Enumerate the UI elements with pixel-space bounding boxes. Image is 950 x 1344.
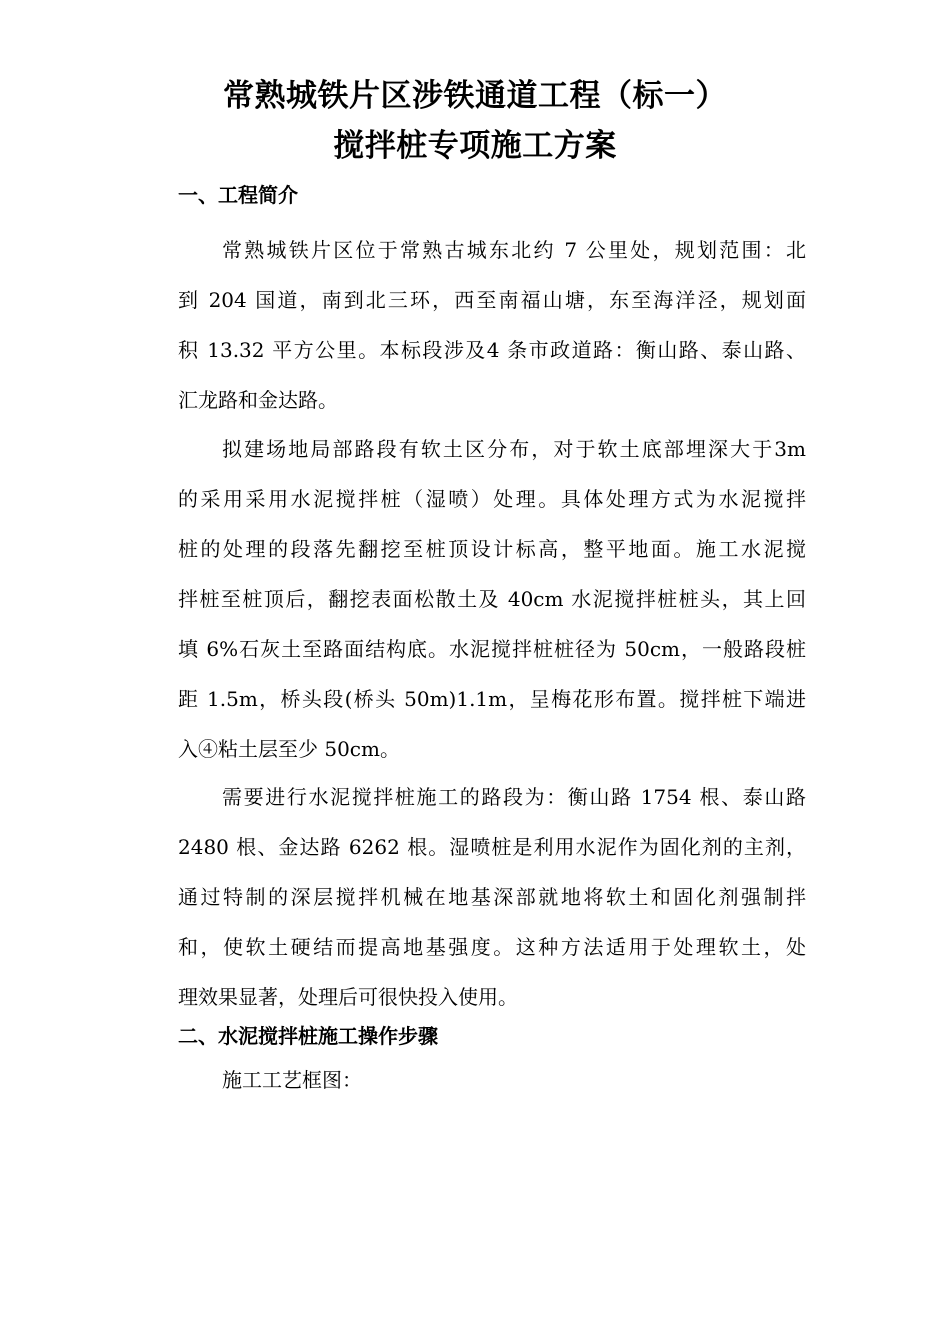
paragraph-line: 的采用采用水泥搅拌桩（湿喷）处理。具体处理方式为水泥搅拌 <box>178 487 806 511</box>
paragraph-line: 2480 根、金达路 6262 根。湿喷桩是利用水泥作为固化剂的主剂， <box>178 835 806 859</box>
paragraph-line: 理效果显著，处理后可很快投入使用。 <box>178 985 518 1009</box>
paragraph-line: 汇龙路和金达路。 <box>178 388 338 412</box>
paragraph-line: 施工工艺框图： <box>222 1068 362 1092</box>
paragraph-line: 拟建场地局部路段有软土区分布，对于软土底部埋深大于3m <box>222 437 806 461</box>
paragraph-line: 入④粘土层至少 50cm。 <box>178 737 400 761</box>
paragraph-line: 需要进行水泥搅拌桩施工的路段为：衡山路 1754 根、泰山路 <box>222 785 806 809</box>
paragraph-line: 填 6%石灰土至路面结构底。水泥搅拌桩桩径为 50cm，一般路段桩 <box>178 637 806 661</box>
paragraph-line: 到 204 国道，南到北三环，西至南福山塘，东至海洋泾，规划面 <box>178 288 806 312</box>
paragraph-pile-quantities <box>178 772 806 1022</box>
document-title-line-2: 搅拌桩专项施工方案 <box>333 128 617 164</box>
paragraph-line: 和，使软土硬结而提高地基强度。这种方法适用于处理软土，处 <box>178 935 806 959</box>
paragraph-line: 桩的处理的段落先翻挖至桩顶设计标高，整平地面。施工水泥搅 <box>178 537 806 561</box>
paragraph-line: 积 13.32 平方公里。本标段涉及4 条市政道路：衡山路、泰山路、 <box>178 338 806 362</box>
paragraph-line: 常熟城铁片区位于常熟古城东北约 7 公里处，规划范围：北 <box>222 238 806 262</box>
paragraph-line: 距 1.5m，桥头段(桥头 50m)1.1m，呈梅花形布置。搅拌桩下端进 <box>178 687 806 711</box>
paragraph-line: 拌桩至桩顶后，翻挖表面松散土及 40cm 水泥搅拌桩桩头，其上回 <box>178 587 806 611</box>
paragraph-process-diagram-intro <box>178 1055 806 1105</box>
paragraph-project-location <box>178 225 806 425</box>
section-heading-project-overview: 一、工程简介 <box>178 183 298 207</box>
document-title-line-1: 常熟城铁片区涉铁通道工程（标一） <box>223 78 727 114</box>
section-heading-construction-steps: 二、水泥搅拌桩施工操作步骤 <box>178 1024 438 1048</box>
paragraph-line: 通过特制的深层搅拌机械在地基深部就地将软土和固化剂强制拌 <box>178 885 806 909</box>
paragraph-soft-soil-treatment <box>178 424 806 774</box>
